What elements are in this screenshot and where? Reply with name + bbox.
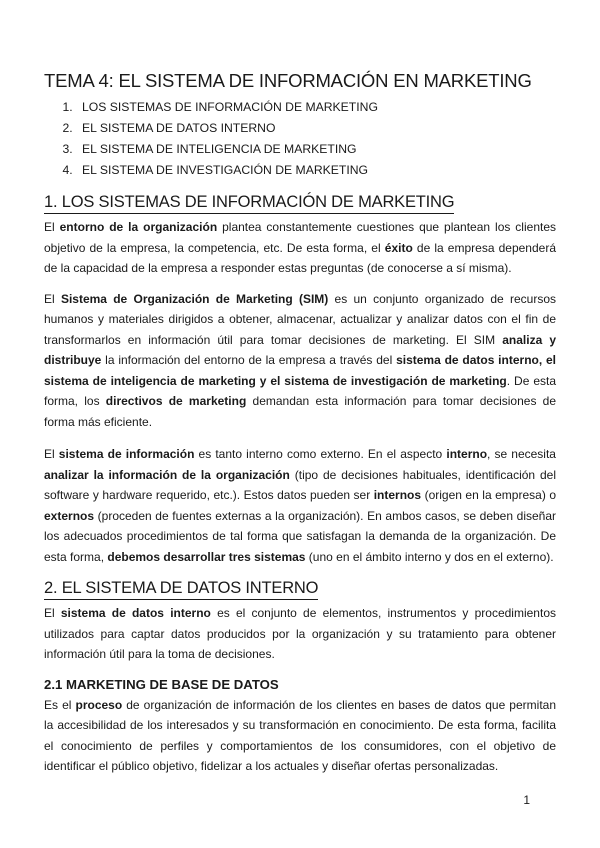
- section-1-paragraph-3: [44, 444, 556, 567]
- text-run: (origen en la empresa) o: [421, 488, 556, 502]
- text-run: es el conjunto de elementos, instrumentos y procedimientos utilizados para captar datos producidos por la organización y su tratamiento para obtener información útil para la toma de decisiones.: [44, 606, 556, 661]
- text-run: de organización de información de los clientes en bases de datos que permitan la accesibilidad de los interesados y su transformación en conocimiento. De esta forma, facilita el conocimiento de perfiles y comportamientos de los consumidores, con el objetivo de identificar el público objetivo, fidelizar a los actuales y diseñar ofertas personalizadas.: [44, 697, 556, 773]
- subsection-2-1-heading: 2.1 MARKETING DE BASE DE DATOS: [44, 676, 279, 692]
- section-1-paragraph-2: [44, 289, 556, 433]
- section-2-heading: 2. EL SISTEMA DE DATOS INTERNO: [44, 579, 318, 600]
- bold-text-run: éxito: [384, 240, 413, 255]
- bold-text-run: internos: [373, 488, 422, 502]
- text-run: Es el: [44, 697, 76, 712]
- bold-text-run: sistema de datos interno, el sistema de inteligencia de marketing y el sistema de investigación de marketing: [44, 353, 556, 388]
- page-title: TEMA 4: EL SISTEMA DE INFORMACIÓN EN MARKETING: [44, 70, 532, 91]
- bold-text-run: debemos desarrollar tres sistemas: [107, 549, 306, 564]
- text-run: (uno en el ámbito interno y dos en el externo).: [305, 549, 554, 564]
- subsection-2-1-paragraph-1: [44, 695, 556, 777]
- bold-text-run: sistema de información: [58, 447, 195, 461]
- toc-item: 2. EL SISTEMA DE DATOS INTERNO: [76, 118, 556, 139]
- text-run: El: [44, 606, 61, 620]
- toc-item: 4. EL SISTEMA DE INVESTIGACIÓN DE MARKETING: [76, 160, 556, 181]
- bold-text-run: analiza y distribuye: [44, 332, 557, 367]
- bold-text-run: Sistema de Organización de Marketing (SIM): [60, 291, 329, 306]
- bold-text-run: interno: [446, 447, 488, 461]
- section-1-paragraph-1: [44, 217, 556, 279]
- bold-text-run: entorno de la organización: [59, 220, 218, 234]
- table-of-contents: [44, 97, 556, 181]
- toc-item: 3. EL SISTEMA DE INTELIGENCIA DE MARKETING: [76, 139, 556, 160]
- bold-text-run: sistema de datos interno: [60, 606, 211, 620]
- text-run: (proceden de fuentes externas a la organización). En ambos casos, se deben diseñar los adecuados procedimientos de tal forma que satisfagan la demanda de la organización. De esta forma,: [44, 508, 556, 564]
- section-1-heading: 1. LOS SISTEMAS DE INFORMACIÓN DE MARKETING: [44, 193, 454, 214]
- text-run: de la empresa dependerá de la capacidad de la empresa a responder estas preguntas (de conocerse a sí misma).: [44, 240, 556, 275]
- text-run: plantea constantemente cuestiones que plantean los clientes objetivo de la empresa, la competencia, etc. De esta forma, el: [44, 220, 556, 255]
- text-run: . De esta forma, los: [44, 373, 557, 408]
- page-number: 1: [523, 793, 530, 807]
- text-run: es tanto interno como externo. En el aspecto: [194, 447, 447, 461]
- text-run: El: [44, 447, 59, 461]
- bold-text-run: directivos de marketing: [105, 394, 247, 408]
- text-run: es un conjunto organizado de recursos humanos y materiales dirigidos a obtener, almacenar, actualizar y analizar datos con el fin de transformarlos en información útil para tomar decisiones de marketing. El SIM: [44, 291, 556, 347]
- text-run: demandan esta información para tomar decisiones de forma más eficiente.: [44, 394, 557, 429]
- toc-item: 1. LOS SISTEMAS DE INFORMACIÓN DE MARKETING: [76, 97, 556, 118]
- text-run: (tipo de decisiones habituales, identificación del software y hardware requerido, etc.). Estos datos pueden ser: [44, 467, 557, 502]
- bold-text-run: analizar la información de la organización: [44, 467, 290, 482]
- text-run: El: [44, 220, 60, 234]
- bold-text-run: proceso: [75, 697, 123, 712]
- text-run: , se necesita: [487, 447, 556, 461]
- text-run: El: [44, 291, 61, 306]
- bold-text-run: externos: [44, 508, 95, 523]
- text-run: la información del entorno de la empresa a través del: [101, 353, 397, 367]
- section-2-paragraph-1: [44, 603, 556, 665]
